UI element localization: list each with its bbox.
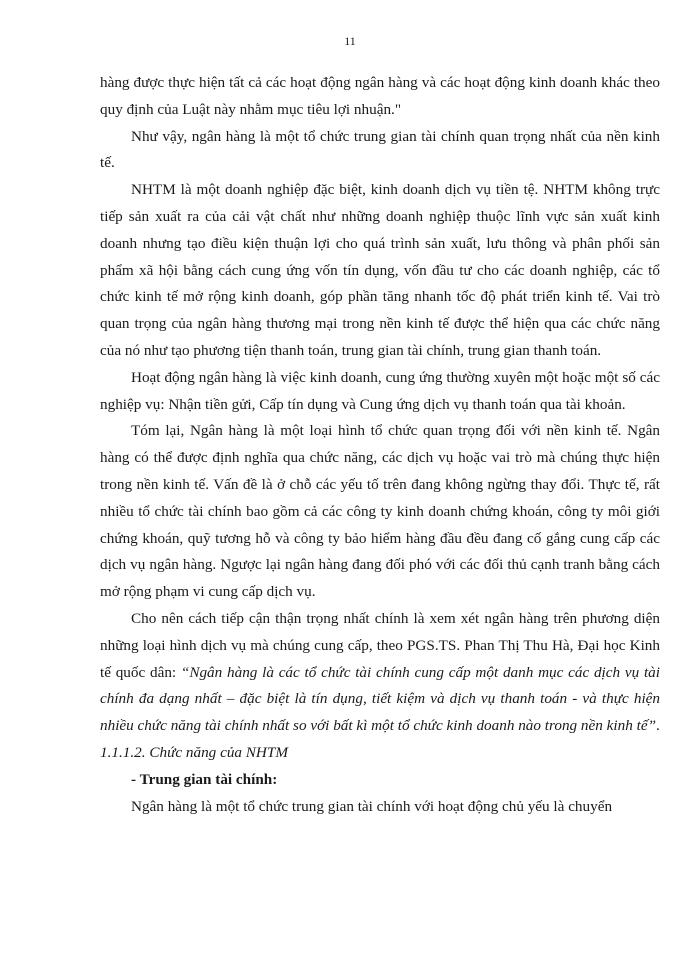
paragraph-6-quote: “Ngân hàng là các tổ chức tài chính cung cấp một danh mục các dịch vụ tài chính đa dạng nhất – đặc biệt là tín dụng, tiết kiệm và dịch vụ thanh toán - và thực hiện nhiều chức năng tài chính nhất so với bất kì một tổ chức kinh doanh nào trong nền kinh tế”	[100, 663, 660, 735]
section-heading: 1.1.1.2. Chức năng của NHTM	[100, 743, 288, 761]
paragraph-6-end: .	[656, 717, 660, 735]
paragraph-7: Ngân hàng là một tổ chức trung gian tài chính với hoạt động chủ yếu là chuyển	[131, 797, 613, 815]
paragraph-1: hàng được thực hiện tất cả các hoạt động ngân hàng và các hoạt động kinh doanh khác theo quy định của Luật này nhằm mục tiêu lợi nhuận."	[100, 74, 660, 118]
subsection-heading: - Trung gian tài chính:	[131, 770, 278, 788]
paragraph-4: Hoạt động ngân hàng là việc kinh doanh, cung ứng thường xuyên một hoặc một số các nghiệp vụ: Nhận tiền gửi, Cấp tín dụng và Cung ứng dịch vụ thanh toán qua tài khoản.	[100, 368, 660, 413]
body-text	[100, 70, 660, 820]
paragraph-5: Tóm lại, Ngân hàng là một loại hình tổ chức quan trọng đối với nền kinh tế. Ngân hàng có thể được định nghĩa qua chức năng, các dịch vụ hoặc vai trò mà chúng thực hiện trong nền kinh tế. Vấn đề là ở chỗ các yếu tố trên đang không ngừng thay đổi. Thực tế, rất nhiều tổ chức tài chính bao gồm cả các công ty kinh doanh chứng khoán, công ty môi giới chứng khoán, quỹ tương hỗ và công ty bảo hiểm hàng đầu đều đang cố gắng cung cấp các dịch vụ ngân hàng. Ngược lại ngân hàng đang đối phó với các đối thủ cạnh tranh bằng cách mở rộng phạm vi cung cấp dịch vụ.	[100, 422, 660, 601]
paragraph-6	[100, 606, 660, 740]
paragraph-2: Như vậy, ngân hàng là một tổ chức trung gian tài chính quan trọng nhất của nền kinh tế.	[100, 127, 660, 172]
paragraph-3: NHTM là một doanh nghiệp đặc biệt, kinh doanh dịch vụ tiền tệ. NHTM không trực tiếp sản xuất ra của cải vật chất như những doanh nghiệp thuộc lĩnh vực sản xuất kinh doanh nhưng tạo điều kiện thuận lợi cho quá trình sản xuất, lưu thông và phân phối sản phẩm xã hội bằng cách cung ứng vốn tín dụng, vốn đầu tư cho các doanh nghiệp, các tổ chức kinh tế mở rộng kinh doanh, góp phần tăng nhanh tốc độ phát triển kinh tế. Vai trò quan trọng của ngân hàng thương mại trong nền kinh tế được thể hiện qua các chức năng của nó như tạo phương tiện thanh toán, trung gian tài chính, trung gian thanh toán.	[100, 181, 660, 359]
page-number: 11	[344, 34, 356, 48]
paragraph-6-lead: Cho nên cách tiếp cận thận trọng nhất chính là xem xét ngân hàng trên phương diện những loại hình dịch vụ mà chúng cung cấp, theo PGS.TS. Phan Thị Thu Hà, Đại học Kinh tế quốc dân:	[100, 609, 660, 681]
